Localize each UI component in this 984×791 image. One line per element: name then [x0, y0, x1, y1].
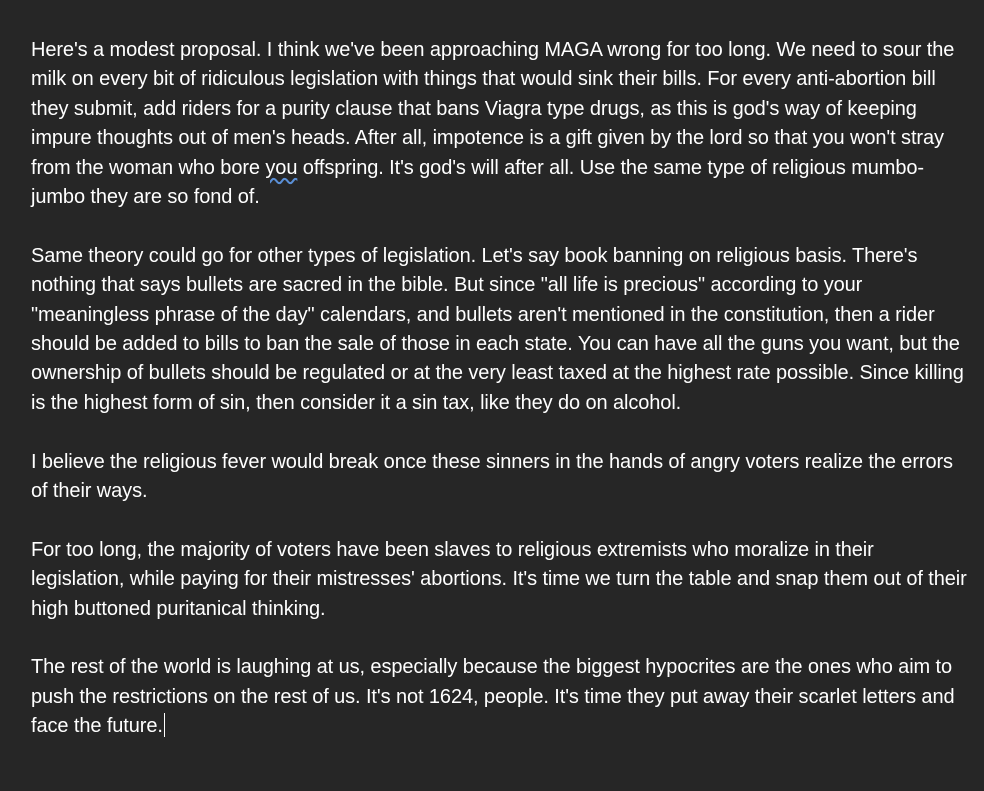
paragraph-1-text-start: Here's a modest proposal. I think we've been approaching MAGA wrong for too long. We need to sour the milk on every bit of ridiculous legislation with things that would sink their bills. For every anti-abortion bill they submit, add riders for a purity clause that bans Viagra type drugs, as this is god's way of keeping impure thoughts out of men's heads. After all, impotence is a gift given by the lord so that you won't stray from the woman who bore: [31, 39, 960, 179]
paragraph-5[interactable]: [31, 653, 970, 741]
text-cursor: [164, 713, 166, 737]
paragraph-4[interactable]: For too long, the majority of voters have been slaves to religious extremists who moralize in their legislation, while paying for their mistresses' abortions. It's time we turn the table and snap them out of their high buttoned puritanical thinking.: [31, 538, 973, 620]
paragraph-1-text-end: offspring. It's god's will after all. Use the same type of religious mumbo-jumbo they are so fond of.: [31, 156, 924, 209]
paragraph-1[interactable]: [31, 36, 970, 212]
paragraph-5-text: The rest of the world is laughing at us, especially because the biggest hypocrites are the ones who aim to push the restrictions on the rest of us. It's not 1624, people. It's time they put away their scarlet letters and face the future.: [31, 656, 960, 738]
spellcheck-flagged-word[interactable]: you: [265, 156, 298, 179]
paragraph-3[interactable]: I believe the religious fever would break once these sinners in the hands of angry voters realize the errors of their ways.: [31, 450, 959, 503]
paragraph-2[interactable]: Same theory could go for other types of legislation. Let's say book banning on religious basis. There's nothing that says bullets are sacred in the bible. But since "all life is precious" according to your "meaningless phrase of the day" calendars, and bullets aren't mentioned in the constitution, then a rider should be added to bills to ban the sale of those in each state. You can have all the guns you want, but the ownership of bullets should be regulated or at the very least taxed at the highest rate possible. Since killing is the highest form of sin, then consider it a sin tax, like they do on alcohol.: [31, 244, 970, 414]
